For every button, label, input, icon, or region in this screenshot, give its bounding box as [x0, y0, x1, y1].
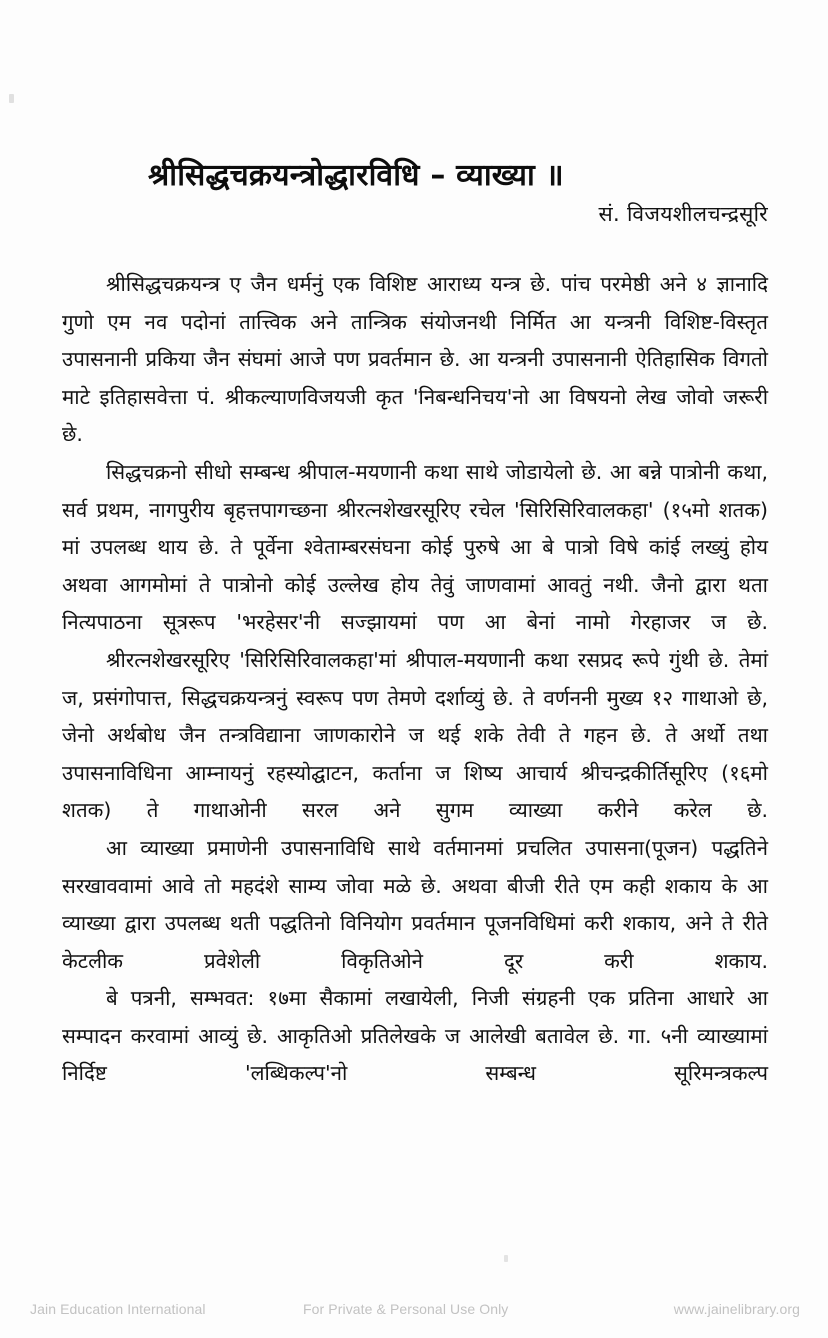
document-body — [62, 266, 768, 1093]
paragraph: श्रीसिद्धचक्रयन्त्र ए जैन धर्मनुं एक विशिष्ट आराध्य यन्त्र छे. पांच परमेष्ठी अने ४ ज्ञानादि गुणो एम नव पदोनां तात्त्विक अने तान्त्रिक संयोजनथी निर्मित आ यन्त्रनी विशिष्ट-विस्तृत उपासनानी प्रकिया जैन संघमां आजे पण प्रवर्तमान छे. आ यन्त्रनी उपासनानी ऐतिहासिक विगतो माटे इतिहासवेत्ता पं. श्रीकल्याणविजयजी कृत 'निबन्धनिचय'नो आ विषयनो लेख जोवो जरूरी छे. — [62, 272, 768, 447]
paragraph: बे पत्रनी, सम्भवत: १७मा सैकामां लखायेली, निजी संग्रहनी एक प्रतिना आधारे आ सम्पादन करवामां आव्युं छे. आकृतिओ प्रतिलेखके ज आलेखी बतावेल छे. गा. ५नी व्याख्यामां निर्दिष्ट 'लब्धिकल्प'नो सम्बन्ध सूरिमन्त्रकल्प — [62, 986, 768, 1086]
paragraph: सिद्धचक्रनो सीधो सम्बन्ध श्रीपाल-मयणानी कथा साथे जोडायेलो छे. आ बन्ने पात्रोनी कथा, सर्व प्रथम, नागपुरीय बृहत्तपागच्छना श्रीरत्नशेखरसूरिए रचेल 'सिरिसिरिवालकहा' (१५मो शतक) मां उपलब्ध थाय छे. ते पूर्वेना श्वेताम्बरसंघना कोई पुरुषे आ बे पात्रो विषे कांई लख्युं होय अथवा आगमोमां ते पात्रोनो कोई उल्लेख होय तेवुं जाणवामां आवतुं नथी. जैनो द्वारा थता नित्यपाठना सूत्ररूप 'भरहेसर'नी सज्झायमां पण आ बेनां नामो गेरहाजर ज छे. — [62, 459, 768, 635]
paragraph: आ व्याख्या प्रमाणेनी उपासनाविधि साथे वर्तमानमां प्रचलित उपासना(पूजन) पद्धतिने सरखाववामां आवे तो महदंशे साम्य जोवा मळे छे. अथवा बीजी रीते एम कही शकाय के आ व्याख्या द्वारा उपलब्ध थती पद्धतिनो विनियोग प्रवर्तमान पूजनविधिमां करी शकाय, अने ते रीते केटलीक प्रवेशेली विकृतिओने दूर करी शकाय. — [62, 835, 768, 973]
document-title: श्रीसिद्धचक्रयन्त्रोद्धारविधि – व्याख्या ॥ — [148, 158, 564, 194]
page-footer — [0, 1296, 828, 1322]
footer-organization: Jain Education International — [30, 1301, 206, 1317]
footer-usage-notice: For Private & Personal Use Only — [303, 1301, 509, 1317]
paragraph: श्रीरत्नशेखरसूरिए 'सिरिसिरिवालकहा'मां श्रीपाल-मयणानी कथा रसप्रद रूपे गुंथी छे. तेमां ज, प्रसंगोपात्त, सिद्धचक्रयन्त्रनुं स्वरूप पण तेमणे दर्शाव्युं छे. ते वर्णननी मुख्य १२ गाथाओ छे, जेनो अर्थबोध जैन तन्त्रविद्याना जाणकारोने ज थई शके तेवी ते गहन छे. ते अर्थो तथा उपासनाविधिना आम्नायनुं रहस्योद्घाटन, कर्ताना ज शिष्य आचार्य श्रीचन्द्रकीर्तिसूरिए (१६मो शतक) ते गाथाओनी सरल अने सुगम व्याख्या करीने करेल छे. — [62, 647, 768, 823]
scan-speck-top — [9, 94, 14, 103]
document-editor-credit: सं. विजयशीलचन्द्रसूरि — [598, 202, 768, 226]
footer-website-link[interactable]: www.jainelibrary.org — [673, 1301, 800, 1317]
scan-speck-bottom — [504, 1255, 508, 1262]
